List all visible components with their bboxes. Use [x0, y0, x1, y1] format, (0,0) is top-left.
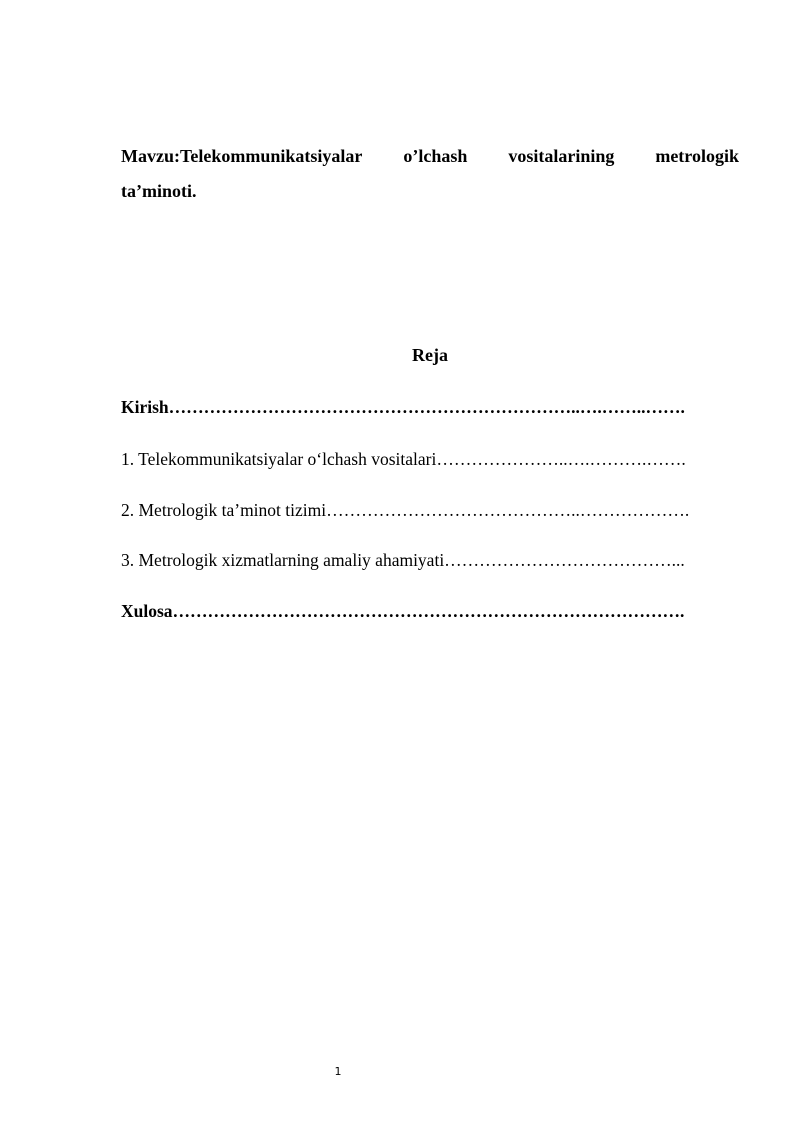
- title-word: Mavzu:Telekommunikatsiyalar: [121, 146, 363, 166]
- toc-item-introduction: Kirish……………………………………………………………..….……..…….: [121, 397, 685, 417]
- title-word: o’lchash: [403, 146, 468, 166]
- toc-item-3: 3. Metrologik xizmatlarning amaliy ahamiyati…………………………………...: [121, 550, 685, 570]
- toc-item-2: 2. Metrologik ta’minot tizimi……………………………………..……………….: [121, 500, 690, 520]
- title-word: metrologik: [655, 146, 739, 166]
- document-title-line-2: ta’minoti.: [121, 181, 197, 201]
- title-word: vositalarining: [508, 146, 615, 166]
- toc-item-conclusion: Xulosa…………………………………………………………………………….: [121, 601, 685, 621]
- toc-item-1: 1. Telekommunikatsiyalar oʻlchash vositalari…………………..….……….…….: [121, 449, 686, 469]
- document-title-line-1: [121, 146, 739, 167]
- page-number: 1: [334, 1065, 342, 1078]
- plan-heading: Reja: [412, 345, 448, 365]
